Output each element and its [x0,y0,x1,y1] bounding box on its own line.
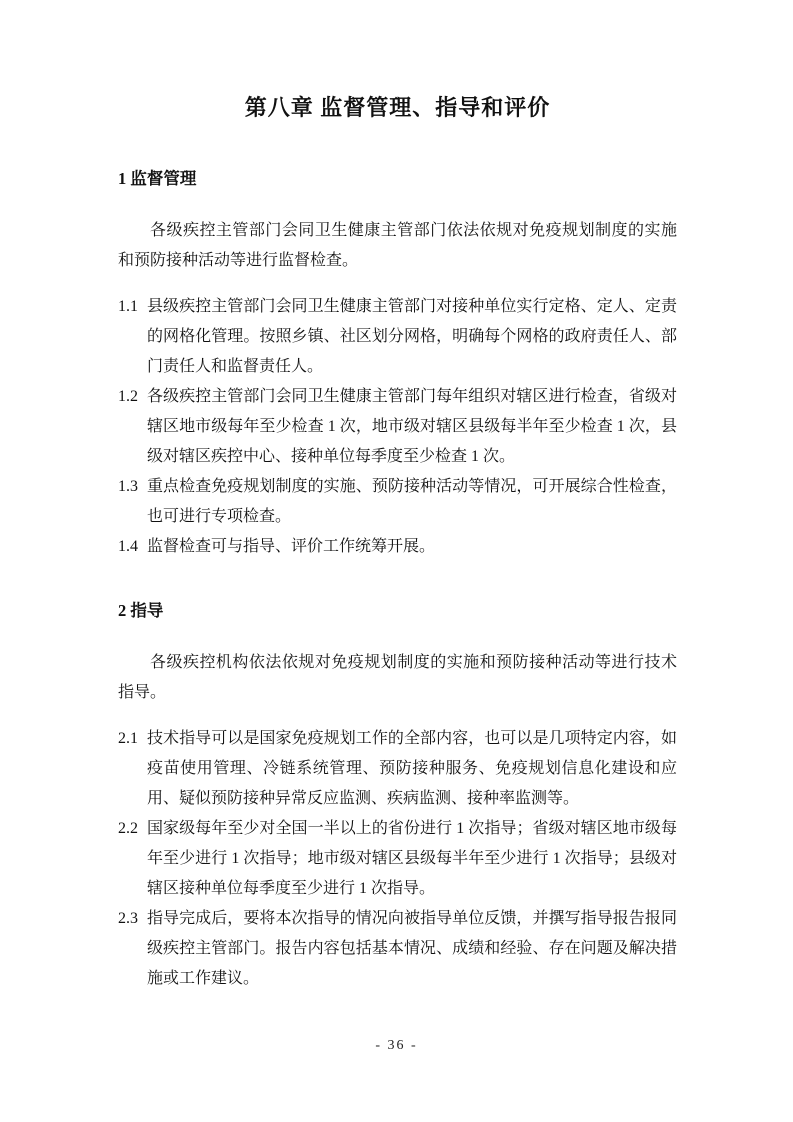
section-intro-paragraph: 各级疾控机构依法依规对免疫规划制度的实施和预防接种活动等进行技术指导。 [118,654,677,701]
clause-text: 重点检查免疫规划制度的实施、预防接种活动等情况，可开展综合性检查，也可进行专项检查。 [147,478,677,525]
clause-text: 技术指导可以是国家免疫规划工作的全部内容，也可以是几项特定内容，如疫苗使用管理、冷链系统管理、预防接种服务、免疫规划信息化建设和应用、疑似预防接种异常反应监测、疾病监测、接种率监测等。 [147,730,677,807]
numbered-clause-list [118,292,677,562]
clause-text: 国家级每年至少对全国一半以上的省份进行 1 次指导；省级对辖区地市级每年至少进行 1 次指导；地市级对辖区县级每半年至少进行 1 次指导；县级对辖区接种单位每季度至少进行 1 次指导。 [147,820,677,897]
section-heading-guidance: 2 指导 [118,601,164,620]
clause-text: 指导完成后，要将本次指导的情况向被指导单位反馈，并撰写指导报告报同级疾控主管部门。报告内容包括基本情况、成绩和经验、存在问题及解决措施或工作建议。 [147,910,677,987]
clause-number: 2.3 [118,910,138,927]
clause-text: 县级疾控主管部门会同卫生健康主管部门对接种单位实行定格、定人、定责的网格化管理。按照乡镇、社区划分网格，明确每个网格的政府责任人、部门责任人和监督责任人。 [147,298,677,375]
clause-number: 1.1 [118,298,138,315]
clause-text: 监督检查可与指导、评价工作统筹开展。 [147,538,436,555]
numbered-clause-list [118,724,677,994]
section-intro-paragraph: 各级疾控主管部门会同卫生健康主管部门依法依规对免疫规划制度的实施和预防接种活动等进行监督检查。 [118,222,677,269]
clause-number: 1.3 [118,478,138,495]
page-number: - 36 - [375,1038,418,1053]
list-item [118,292,677,382]
list-item [118,904,677,994]
section-heading-supervision: 1 监督管理 [118,169,197,188]
list-item [118,814,677,904]
clause-number: 1.2 [118,388,138,405]
list-item [118,382,677,472]
page-content [118,0,677,994]
list-item [118,532,677,562]
clause-number: 2.2 [118,820,138,837]
clause-text: 各级疾控主管部门会同卫生健康主管部门每年组织对辖区进行检查，省级对辖区地市级每年至少检查 1 次，地市级对辖区县级每半年至少检查 1 次，县级对辖区疾控中心、接种单位每季度至少检查 1 次。 [147,388,677,465]
clause-number: 1.4 [118,538,138,555]
chapter-title: 第八章 监督管理、指导和评价 [244,95,551,120]
clause-number: 2.1 [118,730,138,747]
list-item [118,724,677,814]
list-item [118,472,677,532]
